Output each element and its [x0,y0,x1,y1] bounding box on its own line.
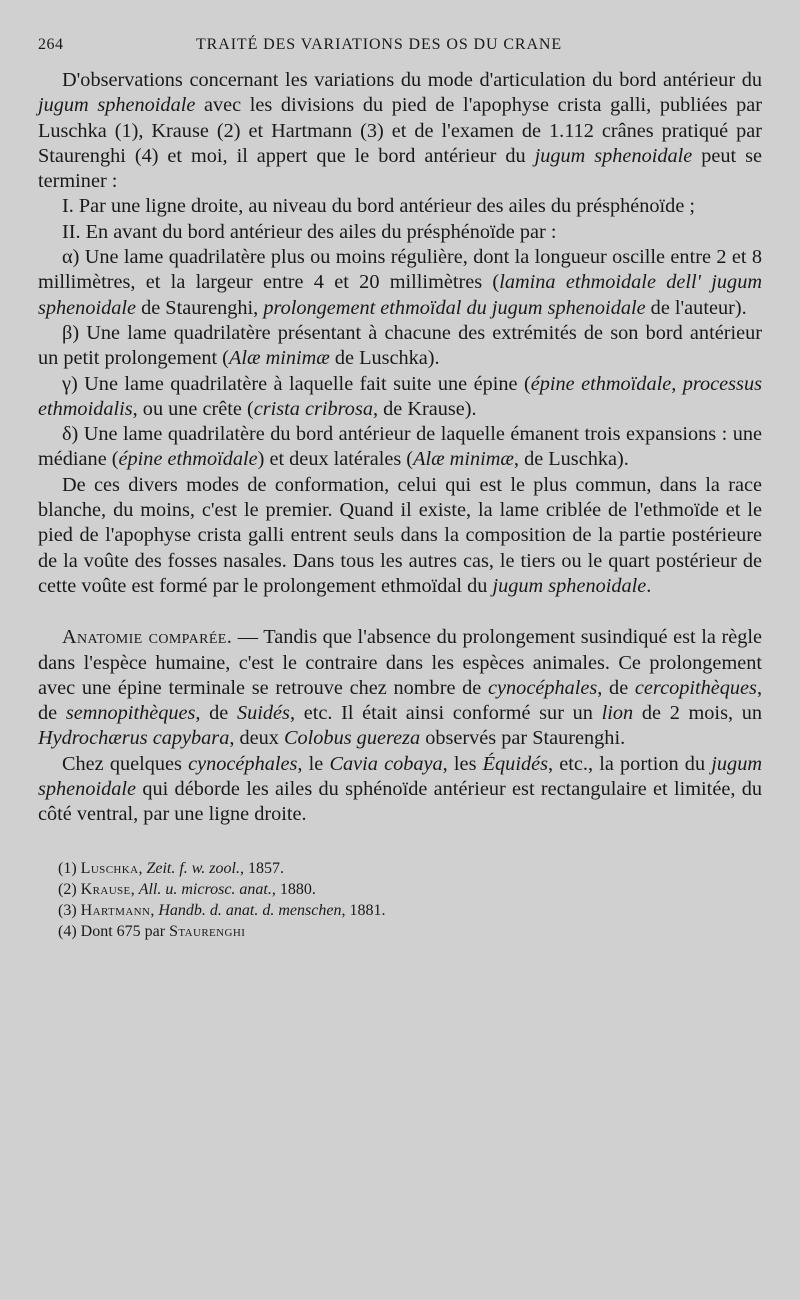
text-run: , le [297,752,330,775]
section-gap [38,599,762,625]
italic-term: cynocéphales [488,676,598,699]
italic-term: crista cribrosa [253,397,373,420]
text-run: , [150,901,159,919]
text-run: , 1857. [239,859,284,877]
text-run: qui déborde les ailes du sphénoïde antérieur est rectangulaire et limitée, du côté ventral, par une ligne droite. [38,778,762,826]
text-run: , de Krause). [373,397,477,420]
running-head [38,36,762,54]
text-run: , les [442,752,483,775]
text-run: α) Une lame quadrilatère plus ou moins régulière, dont la longueur oscille entre 2 et 8 millimètres, et la largeur entre 4 et 20 millimètres ( [38,246,762,294]
text-run: de l'auteur). [645,296,747,319]
footnote-number: (3) [58,901,81,919]
footnote-number: (2) [58,880,81,898]
text-run: ) et deux latérales ( [257,448,414,471]
body-text [38,68,762,828]
italic-term: lion [601,702,634,725]
paragraph-6 [38,372,762,423]
footnote-work: Handb. d. anat. d. menschen [158,901,342,919]
text-run: observés par Staurenghi. [420,727,626,750]
footnotes [38,858,762,942]
footnote-author: Luschka [80,859,139,877]
text-run: , de Luschka). [513,448,629,471]
text-run: . [646,574,652,597]
footnote-number: (4) [58,922,81,940]
text-run: , ou une crête ( [132,397,254,420]
text-run: , de [38,676,763,725]
footnote-4 [58,921,762,942]
text-run: de Staurenghi, [136,296,264,319]
italic-term: cercopithèques [634,676,757,699]
paragraph-9 [38,625,762,751]
italic-term: jugum sphenoidale [38,752,762,801]
text-run: , deux [229,727,284,750]
text-run: avec les divisions du pied de l'apophyse crista galli, publiées par Luschka (1), Krause (2) et Hartmann (3) et de l'examen de 1.112 crânes pratiqué par Staurenghi (4) et moi, il appert que le bord antérieur du [38,94,762,167]
footnote-author: Staurenghi [169,922,246,940]
italic-term: jugum sphenoidale [38,94,196,117]
paragraph-10 [38,752,762,828]
italic-term: prolongement ethmoïdal du jugum sphenoidale [263,296,646,319]
text-run: , [130,880,139,898]
italic-term: épine ethmoïdale, processus ethmoidalis [38,372,762,420]
italic-term: jugum sphenoidale [534,144,693,167]
footnote-work: Zeit. f. w. zool. [146,859,240,877]
text-run: de Luschka). [329,347,440,370]
footnote-3 [58,900,762,921]
italic-term: Suidés [237,702,290,725]
paragraph-2: I. Par une ligne droite, au niveau du bord antérieur des ailes du présphénoïde ; [62,195,696,218]
text-run: γ) Une lame quadrilatère à laquelle fait suite une épine ( [62,372,531,395]
footnote-work: All. u. microsc. anat. [138,880,272,898]
footnote-2 [58,879,762,900]
paragraph-3: II. En avant du bord antérieur des ailes du présphénoïde par : [62,220,557,243]
paragraph-4 [38,245,762,321]
text-run: Chez quelques [62,752,189,775]
text-run: Dont 675 par [80,922,170,940]
paragraph-1 [38,68,762,194]
italic-term: semnopithèques [65,702,196,725]
paragraph-7 [38,422,762,473]
italic-term: jugum sphenoidale [492,574,647,597]
paragraph-5 [38,321,762,372]
italic-term: Hydrochærus capybara [38,727,230,750]
footnote-number: (1) [58,859,81,877]
footnote-author: Krause [80,880,131,898]
text-run: peut se terminer : [38,144,762,193]
italic-term: Cavia cobaya [329,752,443,775]
paragraph-8 [38,473,762,599]
text-run: , 1881. [341,901,386,919]
text-run: , 1880. [271,880,316,898]
italic-term: épine ethmoïdale [118,448,258,471]
italic-term: Colobus guereza [283,727,421,750]
italic-term: cynocéphales [188,752,298,775]
text-run: de 2 mois, un [633,702,762,725]
text-run: β) Une lame quadrilatère présentant à chacune des extrémités de son bord antérieur un petit prolongement ( [38,321,762,370]
text-run: , de [597,676,635,699]
text-run: , etc. Il était ainsi conformé sur un [289,702,602,725]
text-run: — Tandis que l'absence du prolongement susindiqué est la règle dans l'espèce humaine, c'est le contraire dans les espèces animales. Ce prolongement avec une épine terminale se retrouve chez nombre de [38,626,762,699]
italic-term: Équidés [482,752,548,775]
text-run: De ces divers modes de conformation, celui qui est le plus commun, dans la race blanche, du moins, c'est le premier. Quand il existe, la lame criblée de l'ethmoïde et le pied de l'apophyse crista galli entrent seuls dans la composition de la partie postérieure de la voûte des fosses nasales. Dans tous les autres cas, le tiers ou le quart postérieur de cette voûte est formé par le prolongement ethmoïdal du [38,473,762,597]
text-run: , [138,859,147,877]
text-run: D'observations concernant les variations du mode d'articulation du bord antérieur du [62,69,762,91]
italic-term: Alæ minimæ [228,347,330,370]
running-title: TRAITÉ DES VARIATIONS DES OS DU CRANE [196,36,563,53]
italic-term: lamina ethmoidale dell' jugum sphenoidale [38,271,762,319]
page-number: 264 [38,36,64,53]
text-run: , etc., la portion du [548,752,712,775]
footnote-1 [58,858,762,879]
section-heading: Anatomie comparée. [62,626,233,649]
footnote-author: Hartmann [80,901,151,919]
italic-term: Alæ minimæ [413,448,514,471]
text-run: δ) Une lame quadrilatère du bord antérieur de laquelle émanent trois expansions : une médiane ( [38,423,762,471]
text-run: , de [195,702,237,725]
